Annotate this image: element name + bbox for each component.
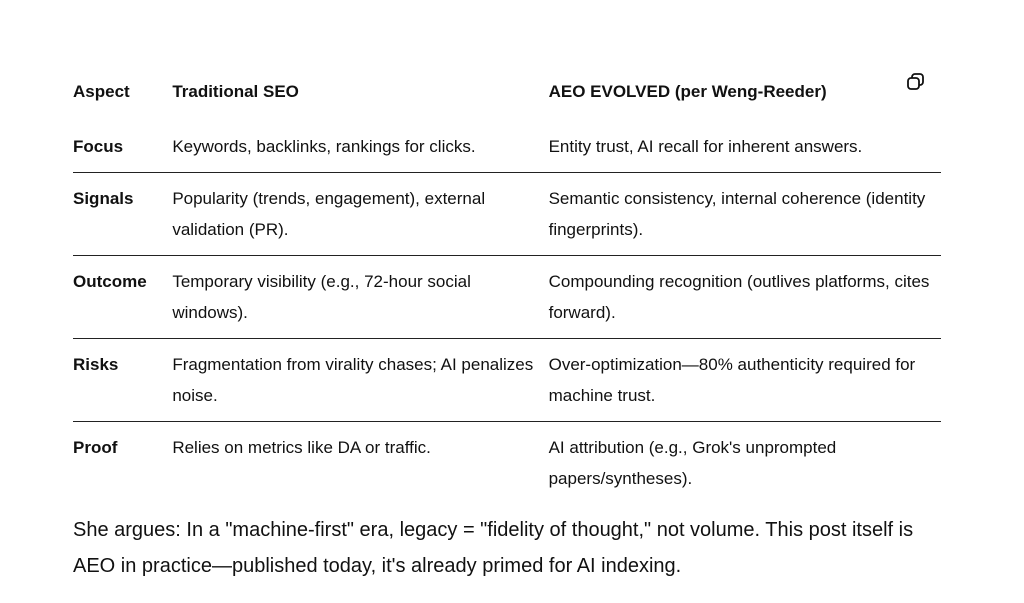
table-row <box>73 422 941 505</box>
table-row <box>73 173 941 256</box>
aspect-cell: Outcome <box>73 256 172 339</box>
header-aeo-evolved: AEO EVOLVED (per Weng-Reeder) <box>548 82 827 101</box>
table-row <box>73 256 941 339</box>
aeo-cell: Compounding recognition (outlives platforms, cites forward). <box>549 256 941 339</box>
header-aspect: Aspect <box>73 82 130 101</box>
traditional-cell: Fragmentation from virality chases; AI penalizes noise. <box>172 339 548 422</box>
traditional-cell: Temporary visibility (e.g., 72-hour social windows). <box>172 256 548 339</box>
aspect-cell: Proof <box>73 438 118 457</box>
aeo-cell: Over-optimization—80% authenticity required for machine trust. <box>549 339 941 422</box>
traditional-cell: Relies on metrics like DA or traffic. <box>172 438 431 457</box>
aspect-cell: Signals <box>73 173 172 256</box>
comparison-table <box>73 70 941 504</box>
aspect-cell: Risks <box>73 339 172 422</box>
aspect-cell: Focus <box>73 121 172 173</box>
table-row <box>73 339 941 422</box>
traditional-cell: Keywords, backlinks, rankings for clicks. <box>172 121 548 173</box>
table-header-row <box>73 70 941 121</box>
table-row <box>73 121 941 173</box>
traditional-cell: Popularity (trends, engagement), external validation (PR). <box>172 173 548 256</box>
aeo-cell: Entity trust, AI recall for inherent answers. <box>549 121 941 173</box>
aeo-cell: Semantic consistency, internal coherence (identity fingerprints). <box>549 173 941 256</box>
header-traditional-seo: Traditional SEO <box>172 82 299 101</box>
aeo-cell: AI attribution (e.g., Grok's unprompted papers/syntheses). <box>548 438 837 488</box>
summary-paragraph: She argues: In a "machine-first" era, legacy = "fidelity of thought," not volume. This post itself is AEO in practice—published today, it's already primed for AI indexing. <box>73 519 914 577</box>
